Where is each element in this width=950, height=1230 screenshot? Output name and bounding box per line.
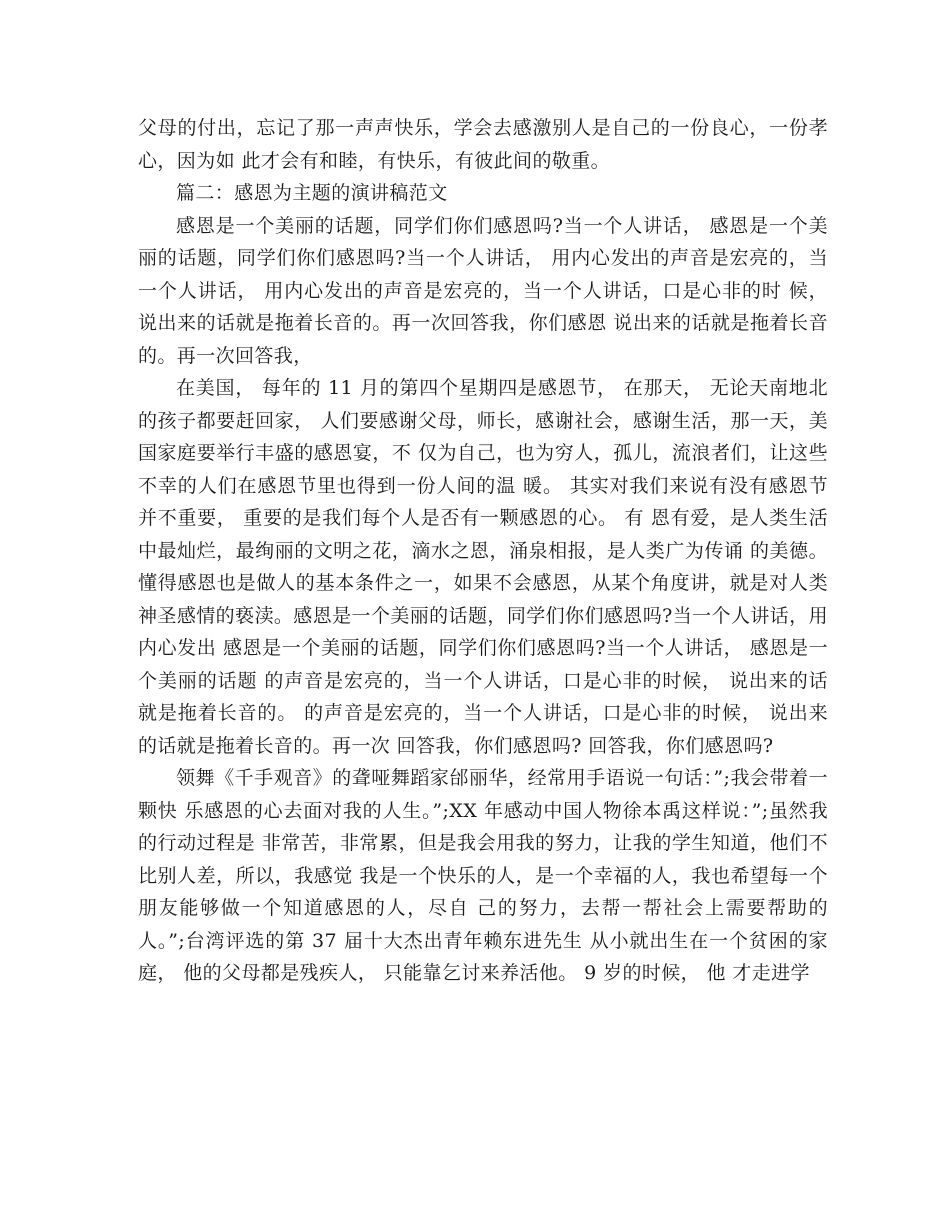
- paragraph-intro: 感恩是一个美丽的话题，同学们你们感恩吗?当一个人讲话， 感恩是一个美丽的话题，同学们你们感恩吗?当一个人讲话， 用内心发出的声音是宏亮的，当一个人讲话， 用内心发出的声音是宏亮的，当一个人讲话，口是心非的时 候，说出来的话就是拖着长音的。再一次回答我，你们感恩 说出来的话就是拖着长音的。再一次回答我，: [138, 214, 828, 367]
- paragraph-continuation: 父母的付出，忘记了那一声声快乐，学会去感激别人是自己的一份良心，一份孝心，因为如 此才会有和睦，有快乐，有彼此间的敬重。: [138, 117, 828, 172]
- paragraph-examples: 领舞《千手观音》的聋哑舞蹈家邰丽华，经常用手语说一句话：”;我会带着一颗快 乐感恩的心去面对我的人生。”;XX 年感动中国人物徐本禹这样说：”;虽然我的行动过程是 非常苦，非常累，但是我会用我的努力，让我的学生知道，他们不比别人差，所以，我感觉 我是一个快乐的人，是一个幸福的人，我也希望每一个朋友能够做一个知道感恩的人，尽自 己的努力，去帮一帮社会上需要帮助的人。”;台湾评选的第 37 届十大杰出青年赖东进先生 从小就出生在一个贫困的家庭， 他的父母都是残疾人， 只能靠乞讨来养活他。 9 岁的时候， 他 才走进学: [138, 767, 828, 984]
- paragraph-thanksgiving: 在美国， 每年的 11 月的第四个星期四是感恩节， 在那天， 无论天南地北的孩子都要赶回家， 人们要感谢父母，师长，感谢社会，感谢生活，那一天，美国家庭要举行丰盛的感恩宴，不 仅为自己，也为穷人，孤儿，流浪者们，让这些不幸的人们在感恩节里也得到一份人间的温 暖。 其实对我们来说有没有感恩节并不重要， 重要的是我们每个人是否有一颗感恩的心。 有 恩有爱，是人类生活中最灿烂，最绚丽的文明之花，滴水之恩，涌泉相报，是人类广为传诵 的美德。懂得感恩也是做人的基本条件之一，如果不会感恩，从某个角度讲，就是对人类神圣感情的亵渎。感恩是一个美丽的话题，同学们你们感恩吗?当一个人讲话，用内心发出 感恩是一个美丽的话题，同学们你们感恩吗?当一个人讲话， 感恩是一个美丽的话题 的声音是宏亮的，当一个人讲话，口是心非的时候， 说出来的话就是拖着长音的。 的声音是宏亮的，当一个人讲话，口是心非的时候， 说出来的话就是拖着长音的。再一次 回答我，你们感恩吗? 回答我，你们感恩吗?: [138, 377, 828, 757]
- section-heading: 篇二：感恩为主题的演讲稿范文: [176, 182, 448, 204]
- document-body: [138, 112, 828, 990]
